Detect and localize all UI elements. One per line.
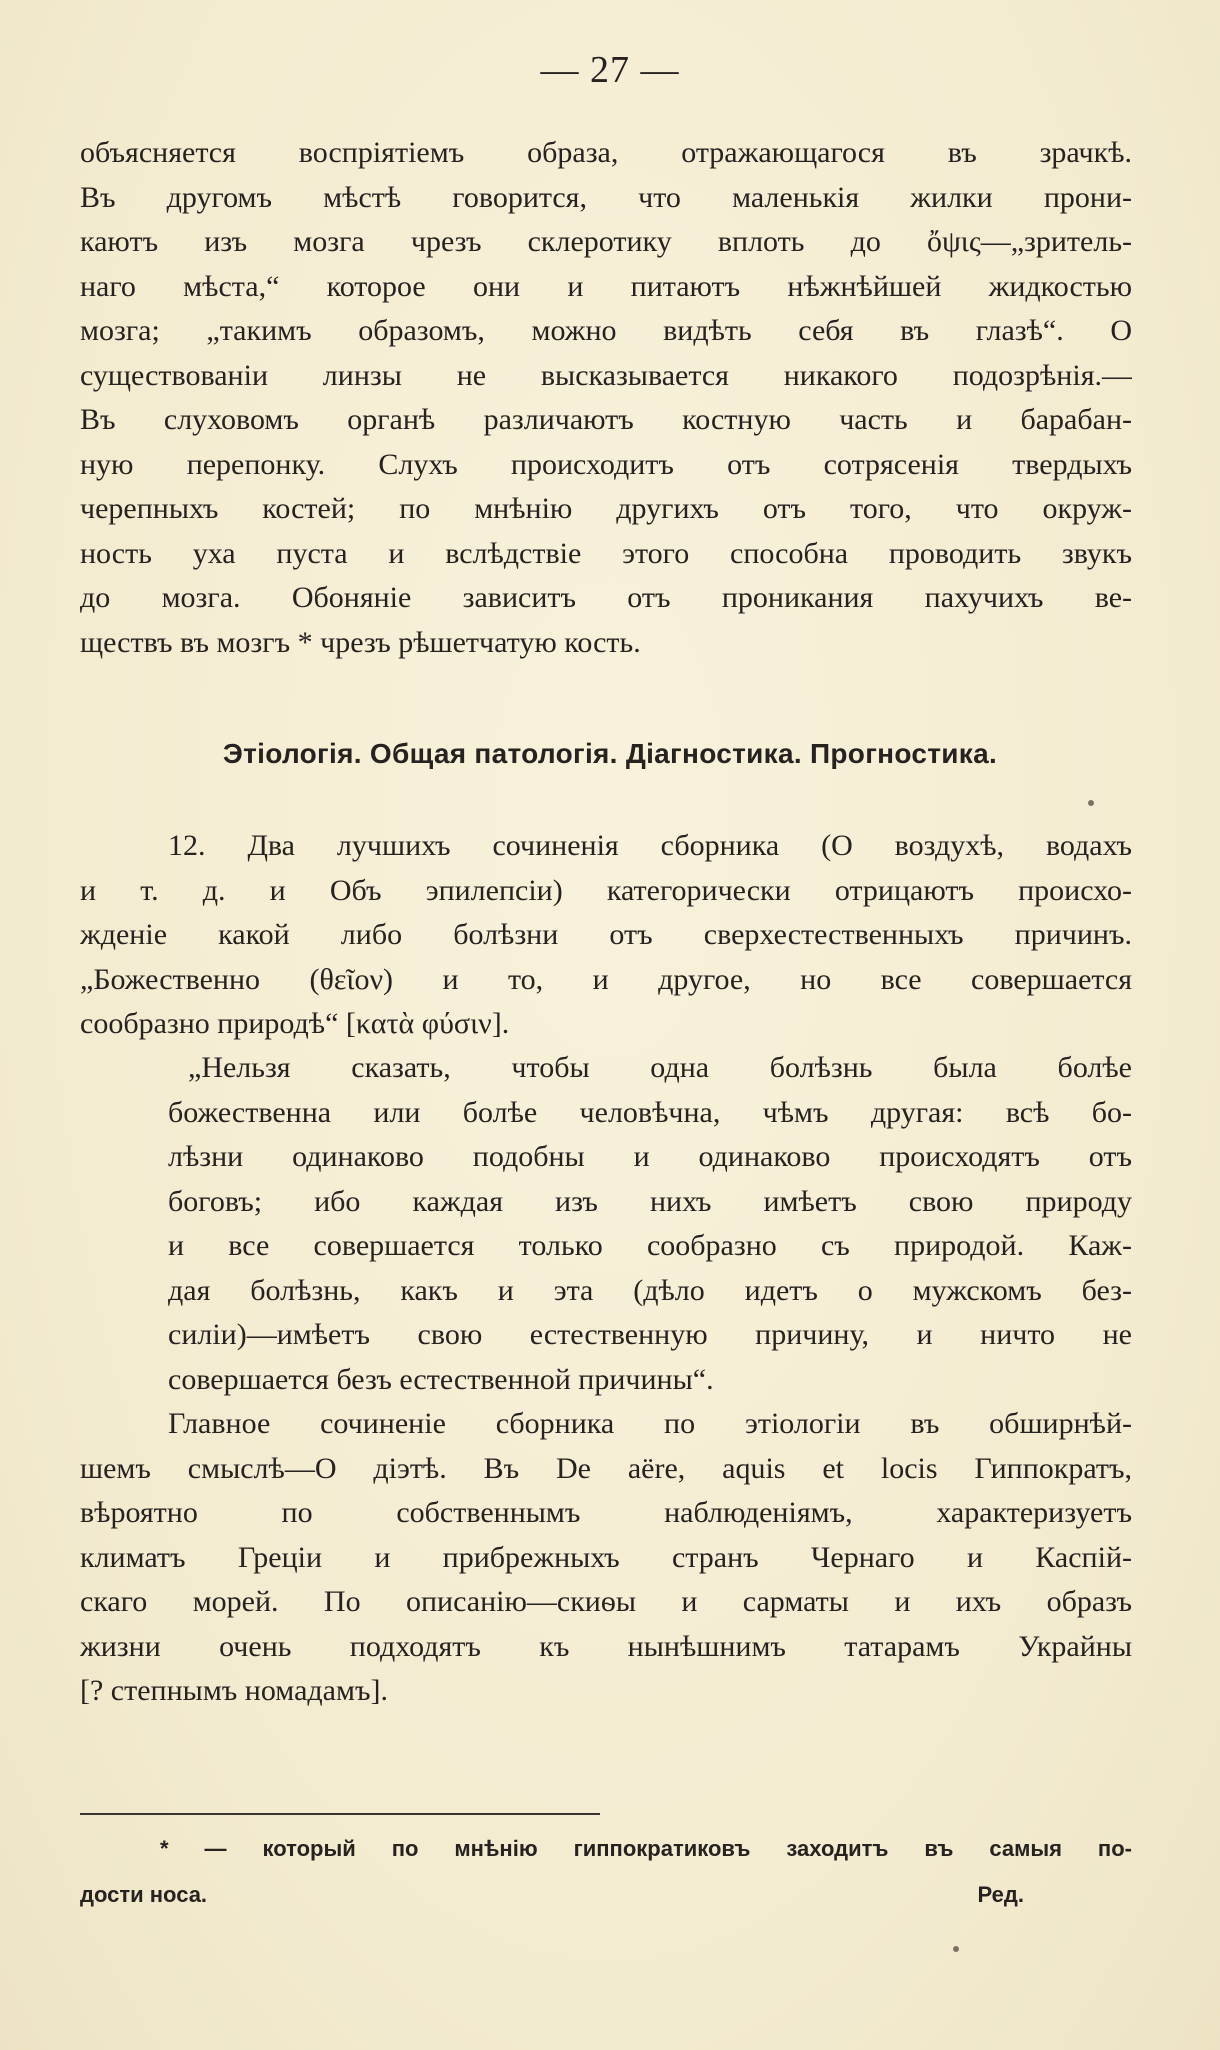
text-line: вѣроятно по собственнымъ наблюденіямъ, характеризуетъ xyxy=(80,1496,1132,1529)
text-line: „Божественно (θεῖον) и то, и другое, но все совершается xyxy=(80,962,1132,996)
text-line: [? степнымъ номадамъ]. xyxy=(80,1674,388,1707)
block-quote xyxy=(168,1046,1132,1402)
text-line: совершается безъ естественной причины“. xyxy=(168,1362,714,1396)
text-line: наго мѣста,“ которое они и питаютъ нѣжнѣйшей жидкостью xyxy=(80,269,1132,303)
footnote-line: * — который по мнѣнію гиппократиковъ заходитъ въ самыя по- xyxy=(160,1836,1132,1861)
text-line: „Нельзя сказать, чтобы одна болѣзнь была болѣе xyxy=(188,1051,1132,1084)
text-line: Главное сочиненіе сборника по этіологіи въ обширнѣй- xyxy=(168,1407,1132,1440)
text-line: скаго морей. По описанію—скиѳы и сарматы и ихъ образъ xyxy=(80,1585,1132,1618)
text-line: черепныхъ костей; по мнѣнію другихъ отъ того, что окруж- xyxy=(80,492,1132,525)
text-line: сообразно природѣ“ [κατὰ φύσιν]. xyxy=(80,1007,510,1040)
text-line: силіи)—имѣетъ свою естественную причину, и ничто не xyxy=(168,1318,1132,1351)
ink-speck xyxy=(953,1946,959,1952)
text-line: до мозга. Обоняніе зависитъ отъ проникания пахучихъ ве- xyxy=(80,581,1132,614)
footnote-text: дости носа. xyxy=(80,1882,208,1907)
text-line: климатъ Греціи и прибрежныхъ странъ Чернаго и Каспій- xyxy=(80,1540,1132,1574)
text-line: жизни очень подходятъ къ нынѣшнимъ татарамъ Украйны xyxy=(80,1629,1132,1663)
text-line: объясняется воспріятіемъ образа, отражающагося въ зрачкѣ. xyxy=(80,136,1132,169)
paragraph-etiology xyxy=(80,824,1132,1047)
footnote-last-line xyxy=(80,1872,1132,1918)
text-line: ность уха пуста и вслѣдствіе этого способна проводить звукъ xyxy=(80,536,1132,570)
text-line: Въ другомъ мѣстѣ говорится, что маленькія жилки прони- xyxy=(80,180,1132,214)
text-line: существованіи линзы не высказывается никакого подозрѣнія.— xyxy=(80,358,1132,392)
text-line: божественна или болѣе человѣчна, чѣмъ другая: всѣ бо- xyxy=(168,1095,1132,1129)
text-line: 12. Два лучшихъ сочиненія сборника (О воздухѣ, водахъ xyxy=(168,829,1132,862)
paragraph-sense-organs xyxy=(80,131,1132,665)
editor-signature: Ред. xyxy=(977,1882,1024,1907)
text-line: Въ слуховомъ органѣ различаютъ костную часть и барабан- xyxy=(80,403,1132,436)
text-line: лѣзни одинаково подобны и одинаково происходятъ отъ xyxy=(168,1140,1132,1173)
paragraph-dietetics xyxy=(80,1402,1132,1714)
text-line: дая болѣзнь, какъ и эта (дѣло идетъ о мужскомъ без- xyxy=(168,1273,1132,1307)
text-line: боговъ; ибо каждая изъ нихъ имѣетъ свою природу xyxy=(168,1184,1132,1218)
text-line: и т. д. и Объ эпилепсіи) категорически отрицаютъ происхо- xyxy=(80,873,1132,907)
ink-speck xyxy=(1088,800,1094,806)
footnote xyxy=(80,1826,1132,1918)
section-heading: Этіологія. Общая патологія. Діагностика. Прогностика. xyxy=(222,738,998,769)
text-line: шемъ смыслѣ—О діэтѣ. Въ De aëre, aquis et locis Гиппократъ, xyxy=(80,1451,1132,1485)
text-line: каютъ изъ мозга чрезъ склеротику вплоть до ὄψις—„зритель- xyxy=(80,225,1132,258)
text-line: ную перепонку. Слухъ происходитъ отъ сотрясенія твердыхъ xyxy=(80,447,1132,481)
text-line: жденіе какой либо болѣзни отъ сверхестественныхъ причинъ. xyxy=(80,918,1132,951)
page-number: — 27 — xyxy=(540,49,680,91)
text-line: и все совершается только сообразно съ природой. Каж- xyxy=(168,1229,1132,1262)
footnote-divider xyxy=(80,1813,600,1815)
text-line: мозга; „такимъ образомъ, можно видѣть себя въ глазѣ“. О xyxy=(80,314,1132,347)
text-line: ществъ въ мозгъ * чрезъ рѣшетчатую кость. xyxy=(80,625,641,659)
